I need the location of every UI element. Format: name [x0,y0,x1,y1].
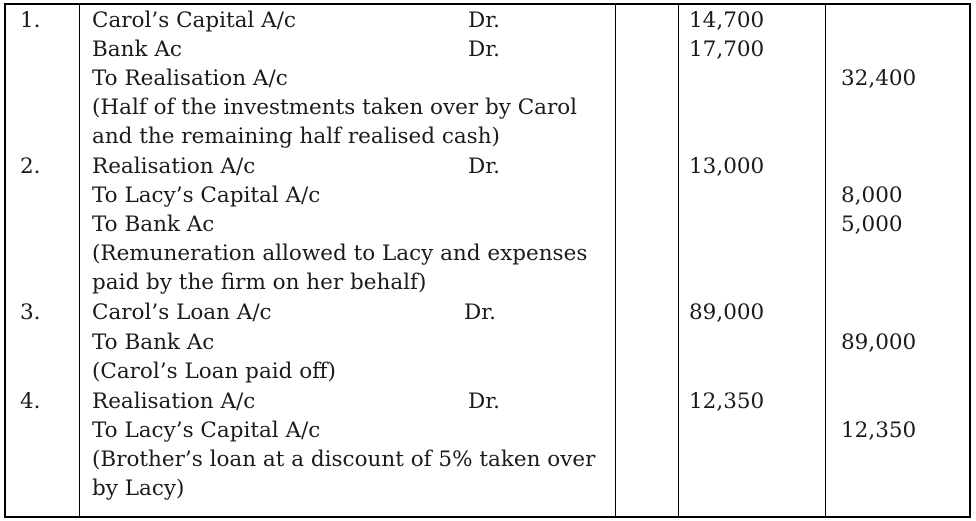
column-divider-particulars [615,5,616,516]
debit-amount: 14,700 [689,8,765,33]
narration-line: (Half of the investments taken over by Carol [92,95,578,120]
narration-line: paid by the firm on her behalf) [92,270,427,295]
narration-line: (Carol’s Loan paid off) [92,359,336,384]
entry-number: 3. [20,300,41,325]
credit-amount: 12,350 [841,418,917,443]
debit-amount: 12,350 [689,389,765,414]
narration-line: and the remaining half realised cash) [92,124,500,149]
entry-number: 1. [20,8,41,33]
credit-account: To Bank Ac [92,212,215,237]
credit-account: To Bank Ac [92,330,215,355]
debit-amount: 17,700 [689,37,765,62]
dr-label: Dr. [468,8,500,33]
column-divider-debit [825,5,826,516]
debit-account: Carol’s Loan A/c [92,300,272,325]
dr-label: Dr. [468,37,500,62]
narration-line: (Brother’s loan at a discount of 5% taken over [92,447,596,472]
credit-amount: 32,400 [841,66,917,91]
debit-account: Realisation A/c [92,389,256,414]
narration-line: (Remuneration allowed to Lacy and expenses [92,241,588,266]
debit-account: Realisation A/c [92,154,256,179]
journal-entries-table [4,3,971,518]
credit-account: To Lacy’s Capital A/c [92,183,321,208]
credit-account: To Realisation A/c [92,66,288,91]
column-divider-number [79,5,80,516]
debit-amount: 89,000 [689,300,765,325]
dr-label: Dr. [468,154,500,179]
dr-label: Dr. [468,389,500,414]
column-divider-lf [678,5,679,516]
dr-label: Dr. [464,300,496,325]
entry-number: 4. [20,389,41,414]
credit-amount: 8,000 [841,183,903,208]
entry-number: 2. [20,154,41,179]
credit-account: To Lacy’s Capital A/c [92,418,321,443]
narration-line: by Lacy) [92,476,185,501]
debit-account: Bank Ac [92,37,182,62]
debit-amount: 13,000 [689,154,765,179]
debit-account: Carol’s Capital A/c [92,8,296,33]
credit-amount: 89,000 [841,330,917,355]
credit-amount: 5,000 [841,212,903,237]
